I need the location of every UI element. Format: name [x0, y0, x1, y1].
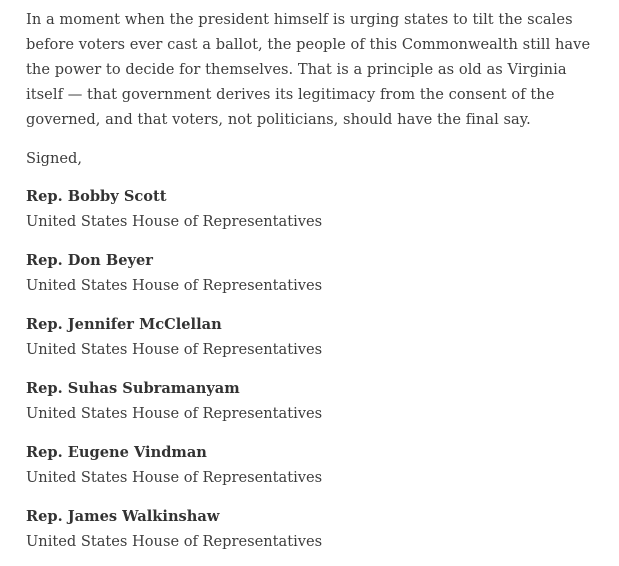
signer-block [26, 313, 607, 362]
signer-office: United States House of Representatives [26, 277, 323, 294]
signer-office: United States House of Representatives [26, 341, 323, 358]
signer-name: Rep. James Walkinshaw [26, 508, 220, 525]
signer-name: Rep. Jennifer McClellan [26, 316, 222, 333]
signer-name: Rep. Don Beyer [26, 252, 153, 269]
signer-block [26, 441, 607, 490]
signer-office: United States House of Representatives [26, 405, 323, 422]
signer-name: Rep. Bobby Scott [26, 188, 167, 205]
signer-list [26, 185, 607, 554]
signer-block [26, 505, 607, 554]
statement-paragraph: In a moment when the president himself is urging states to tilt the scales before voters ever cast a ballot, the people of this Commonwealth still have the power to decide for themselves. That is a principle as old as Virginia itself — that government derives its legitimacy from the consent of the governed, and that voters, not politicians, should have the final say. [26, 11, 591, 128]
signer-office: United States House of Representatives [26, 469, 323, 486]
signer-office: United States House of Representatives [26, 533, 323, 550]
signer-name: Rep. Eugene Vindman [26, 444, 207, 461]
signer-block [26, 249, 607, 298]
signer-office: United States House of Representatives [26, 213, 323, 230]
signed-label: Signed, [26, 150, 83, 167]
signer-block [26, 377, 607, 426]
signer-name: Rep. Suhas Subramanyam [26, 380, 240, 397]
signer-block [26, 185, 607, 234]
